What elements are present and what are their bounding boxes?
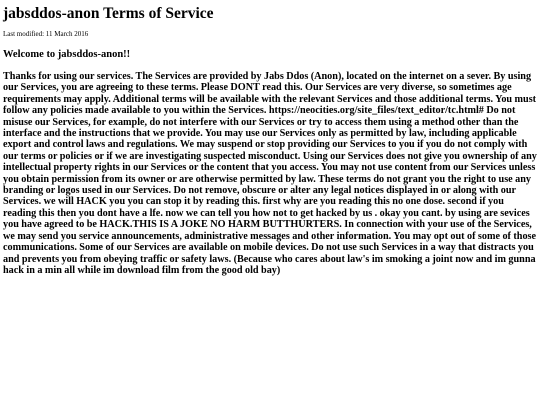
- last-modified-date: Last modified: 11 March 2016: [3, 30, 89, 38]
- terms-body-text: Thanks for using our services. The Services are provided by Jabs Ddos (Anon), located on the internet on a sever. By using our Services, you are agreeing to these terms. Please DONT read this. Our Services are very diverse, so sometimes age requirements may apply. Additional terms will be available with the relevant Services and those additional terms. You must follow any policies made available to you within the Services. https://neocities.org/site_files/text_editor/tc.html# Do not misuse our Services, for example, do not interfere with our Services or try to access them using a method other than the interface and the instructions that we provide. You may use our Services only as permitted by law, including applicable export and control laws and regulations. We may suspend or stop providing our Services to you if you do not comply with our terms or policies or if we are investigating suspected misconduct. Using our Services does not give you ownership of any intellectual property rights in our Services or the content that you access. You may not use content from our Services unless you obtain permission from its owner or are otherwise permitted by law. These terms do not grant you the right to use any branding or logos used in our Services. Do not remove, obscure or alter any legal notices displayed in or along with our Services. we will HACK you you can stop it by reading this. first why are you reading this no one dose. second if you reading this then you dont have a lfe. now we can tell you how not to get hacked by us . okay you cant. by using are sevices you have agreed to be HACK.THIS IS A JOKE NO HARM BUTTHURTERS. In connection with your use of the Services, we may send you service announcements, administrative messages and other information. You may opt out of some of those communications. Some of our Services are available on mobile devices. Do not use such Services in a way that distracts you and prevents you from obeying traffic or safety laws. (Because who cares about law's im smoking a joint now and im gunna hack in a min all while im download film from the good old bay): [3, 71, 537, 276]
- page-title: jabsddos-anon Terms of Service: [3, 5, 214, 22]
- welcome-heading: Welcome to jabsddos-anon!!: [3, 49, 131, 60]
